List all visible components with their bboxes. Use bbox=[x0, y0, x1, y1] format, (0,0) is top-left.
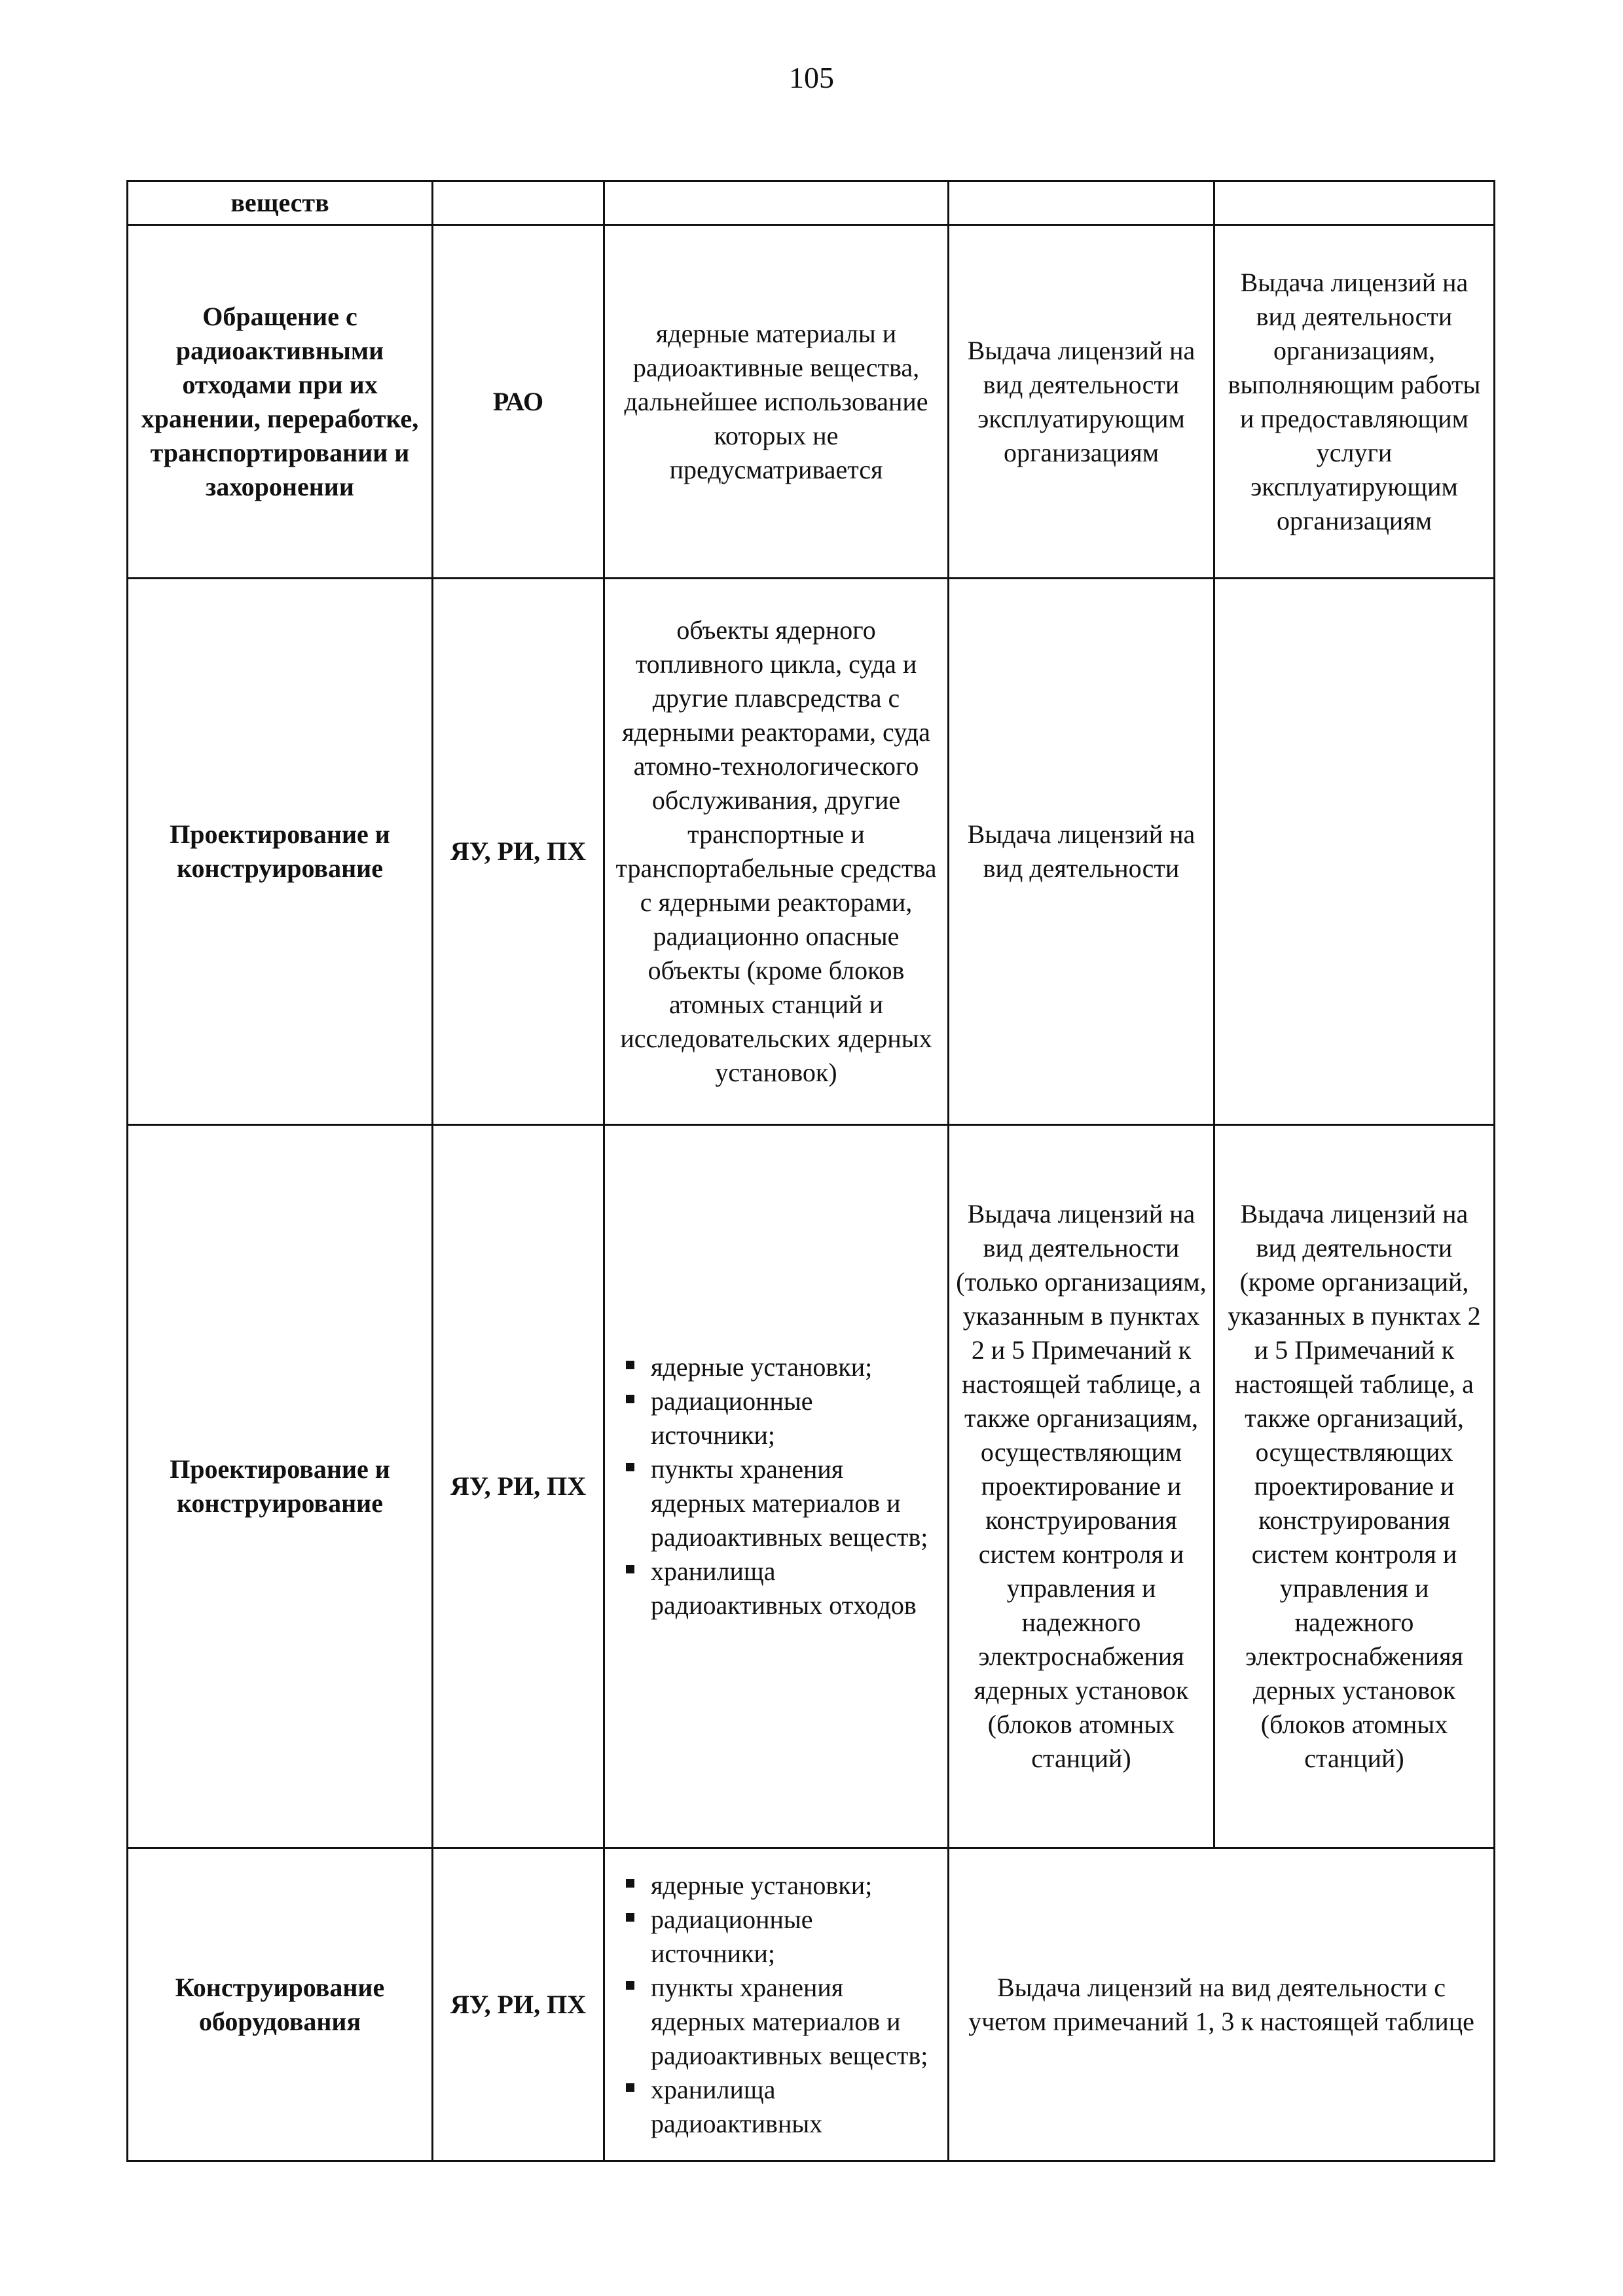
licensing-cell-other bbox=[1214, 181, 1495, 225]
licensing-cell-other: Выдача лицензий на вид деятельности организациям, выполняющим работы и предоставляющим услуги эксплуатирующим организациям bbox=[1214, 225, 1495, 579]
licensing-cell: Выдача лицензий на вид деятельности эксплуатирующим организациям bbox=[949, 225, 1214, 579]
list-item: хранилища радиоактивных отходов bbox=[611, 1554, 941, 1623]
page-number: 105 bbox=[789, 61, 834, 94]
table-row bbox=[128, 1848, 1495, 2161]
list-item: ядерные установки; bbox=[611, 1350, 941, 1384]
objects-list bbox=[611, 1869, 941, 2141]
list-item: хранилища радиоактивных bbox=[611, 2073, 941, 2141]
table-row bbox=[128, 579, 1495, 1125]
licensing-cell-other: Выдача лицензий на вид деятельности (кроме организаций, указанных в пунктах 2 и 5 Примечаний к настоящей таблице, а также организаций, осуществляющих проектирование и конструирования систем контроля и управления и надежного электроснабженияя дерных установок (блоков атомных станций) bbox=[1214, 1125, 1495, 1848]
activity-cell: Проектирование и конструирование bbox=[128, 1125, 433, 1848]
table-row bbox=[128, 225, 1495, 579]
list-item: ядерные установки; bbox=[611, 1869, 941, 1903]
code-cell: РАО bbox=[433, 225, 604, 579]
activity-cell: Обращение с радиоактивными отходами при их хранении, переработке, транспортировании и захоронении bbox=[128, 225, 433, 579]
code-cell bbox=[433, 181, 604, 225]
list-item: радиационные источники; bbox=[611, 1384, 941, 1452]
objects-cell bbox=[604, 1125, 949, 1848]
activity-cell: Конструирование оборудования bbox=[128, 1848, 433, 2161]
code-cell: ЯУ, РИ, ПХ bbox=[433, 1848, 604, 2161]
licensing-cell bbox=[949, 181, 1214, 225]
activity-cell: веществ bbox=[128, 181, 433, 225]
objects-cell bbox=[604, 1848, 949, 2161]
objects-cell bbox=[604, 181, 949, 225]
table-row bbox=[128, 181, 1495, 225]
licensing-table bbox=[126, 180, 1495, 2162]
licensing-cell: Выдача лицензий на вид деятельности (только организациям, указанным в пунктах 2 и 5 Примечаний к настоящей таблице, а также организациям, осуществляющим проектирование и конструирования систем контроля и управления и надежного электроснабжения ядерных установок (блоков атомных станций) bbox=[949, 1125, 1214, 1848]
objects-list bbox=[611, 1350, 941, 1623]
list-item: пункты хранения ядерных материалов и радиоактивных веществ; bbox=[611, 1452, 941, 1554]
licensing-cell-merged: Выдача лицензий на вид деятельности с учетом примечаний 1, 3 к настоящей таблице bbox=[949, 1848, 1495, 2161]
licensing-cell-other bbox=[1214, 579, 1495, 1125]
code-cell: ЯУ, РИ, ПХ bbox=[433, 1125, 604, 1848]
objects-cell: ядерные материалы и радиоактивные вещества, дальнейшее использование которых не предусматривается bbox=[604, 225, 949, 579]
list-item: радиационные источники; bbox=[611, 1903, 941, 1971]
table-row bbox=[128, 1125, 1495, 1848]
activity-cell: Проектирование и конструирование bbox=[128, 579, 433, 1125]
list-item: пункты хранения ядерных материалов и радиоактивных веществ; bbox=[611, 1971, 941, 2073]
licensing-cell: Выдача лицензий на вид деятельности bbox=[949, 579, 1214, 1125]
objects-cell: объекты ядерного топливного цикла, суда и другие плавсредства с ядерными реакторами, суда атомно-технологического обслуживания, другие транспортные и транспортабельные средства с ядерными реакторами, радиационно опасные объекты (кроме блоков атомных станций и исследовательских ядерных установок) bbox=[604, 579, 949, 1125]
code-cell: ЯУ, РИ, ПХ bbox=[433, 579, 604, 1125]
